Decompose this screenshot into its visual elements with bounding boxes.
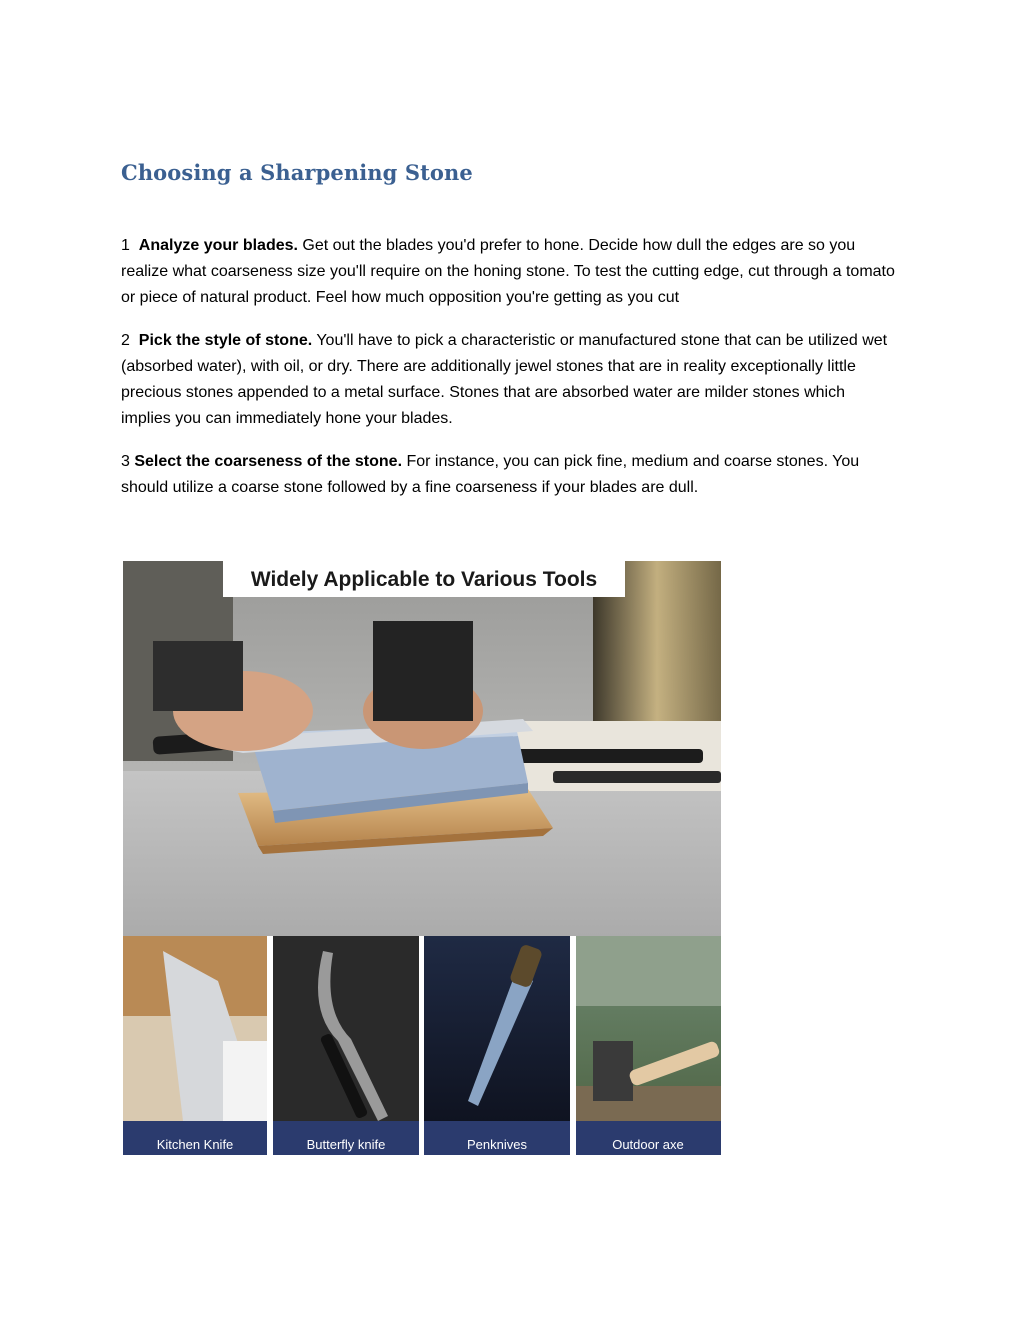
panel-label: Kitchen Knife <box>156 1137 234 1152</box>
step-2 <box>121 328 896 432</box>
article-body <box>121 233 896 518</box>
panel-label: Penknives <box>467 1137 527 1152</box>
banner-title: Widely Applicable to Various Tools <box>250 568 598 591</box>
panel-penknives <box>424 936 570 1155</box>
panel-butterfly-knife <box>273 936 419 1155</box>
panel-kitchen-knife <box>123 936 267 1155</box>
step-text: Get out the blades you'd prefer to hone. Decide how dull the edges are so you realize what coarseness size you'll require on the honing stone. To test the cutting edge, cut through a tomato or piece of natural product. Feel how much opposition you're getting as you cut <box>121 237 895 306</box>
panel-label: Outdoor axe <box>612 1137 684 1152</box>
step-heading: Select the coarseness of the stone. <box>134 453 403 470</box>
page-title: Choosing a Sharpening Stone <box>121 160 473 185</box>
sharpening-scene <box>123 561 721 936</box>
panel-label: Butterfly knife <box>306 1137 386 1152</box>
panel-outdoor-axe <box>576 936 721 1155</box>
step-1 <box>121 233 896 311</box>
step-heading: Analyze your blades. <box>138 237 298 254</box>
step-3 <box>121 449 896 501</box>
step-text: For instance, you can pick fine, medium and coarse stones. You should utilize a coarse stone followed by a fine coarseness if your blades are dull. <box>121 453 860 496</box>
step-number: 1 <box>121 237 130 254</box>
product-image <box>123 561 721 1155</box>
step-number: 3 <box>121 453 130 470</box>
step-text: You'll have to pick a characteristic or manufactured stone that can be utilized wet (absorbed water), with oil, or dry. There are additionally jewel stones that are in reality exceptionally little precious stones appended to a metal surface. Stones that are absorbed water are milder stones which implies you can immediately hone your blades. <box>121 332 888 427</box>
step-heading: Pick the style of stone. <box>138 332 313 349</box>
step-number: 2 <box>121 332 130 349</box>
